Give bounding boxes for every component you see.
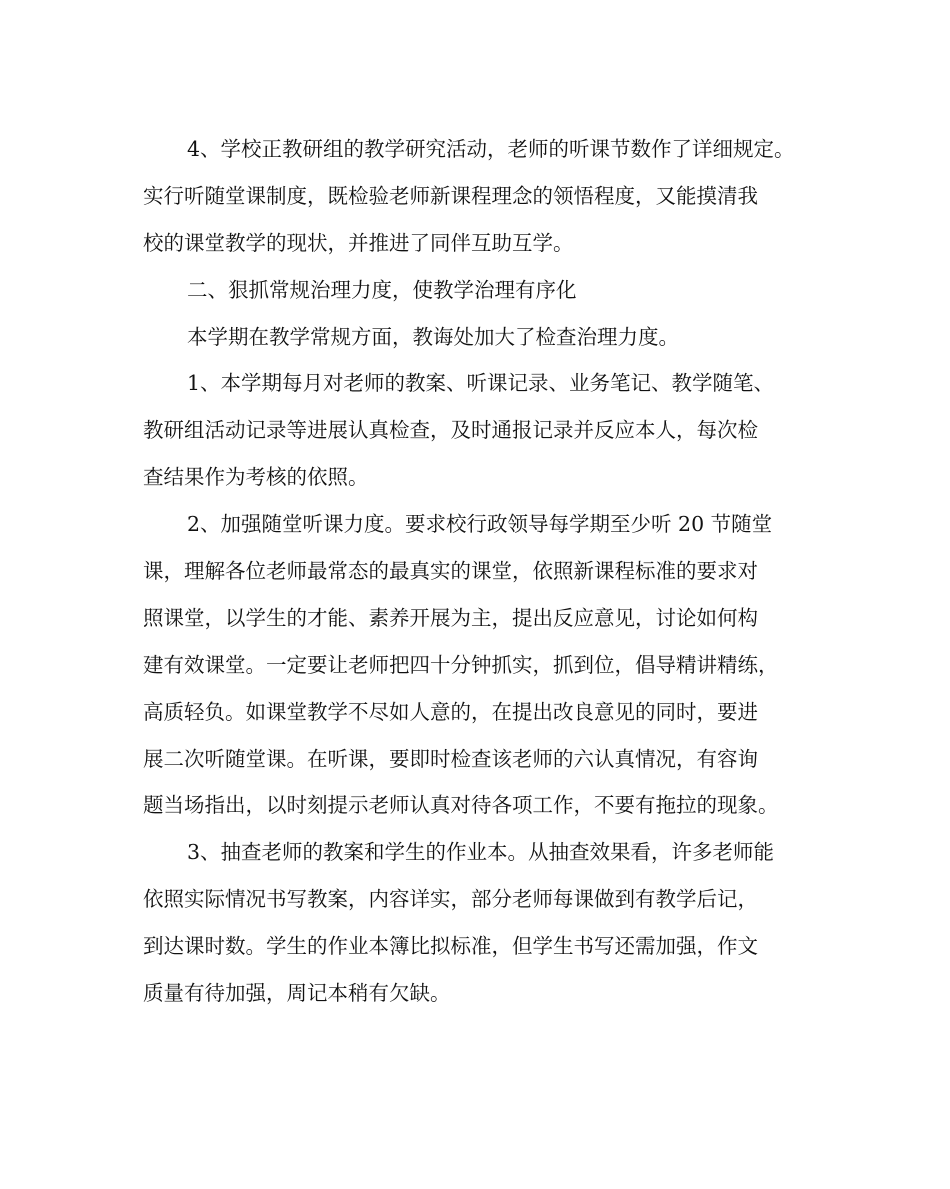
text-line: 查结果作为考核的依照。 — [143, 465, 369, 490]
text-line: 4、学校正教研组的教学研究活动，老师的听课节数作了详细规定。 — [187, 137, 795, 161]
paragraph-item-2 — [143, 501, 823, 829]
heading-line: 二、狠抓常规治理力度，使教学治理有序化 — [187, 277, 577, 302]
text-line: 2、加强随堂听课力度。要求校行政领导每学期至少听 20 节随堂 — [187, 512, 773, 537]
text-line: 3、抽查老师的教案和学生的作业本。从抽查效果看，许多老师能 — [187, 840, 775, 865]
paragraph-1 — [143, 126, 823, 267]
text-line: 题当场指出，以时刻提示老师认真对待各项工作，不要有拖拉的现象。 — [143, 793, 779, 818]
text-line: 高质轻负。如课堂教学不尽如人意的，在提出改良意见的同时，要进 — [143, 699, 758, 724]
text-line: 教研组活动记录等进展认真检查，及时通报记录并反应本人，每次检 — [143, 418, 758, 443]
text-line: 建有效课堂。一定要让老师把四十分钟抓实，抓到位，倡导精讲精练， — [143, 652, 779, 677]
text-line: 质量有待加强，周记本稍有欠缺。 — [143, 981, 451, 1006]
text-line: 校的课堂教学的现状，并推进了同伴互助互学。 — [143, 230, 574, 255]
text-line: 课，理解各位老师最常态的最真实的课堂，依照新课程标准的要求对 — [143, 559, 758, 584]
text-line: 展二次听随堂课。在听课，要即时检查该老师的六认真情况，有容询 — [143, 746, 758, 771]
document-body — [143, 126, 823, 1017]
paragraph-item-1 — [143, 360, 823, 501]
paragraph-item-3 — [143, 829, 823, 1017]
text-line: 照课堂，以学生的才能、素养开展为主，提出反应意见，讨论如何构 — [143, 605, 758, 630]
text-line: 1、本学期每月对老师的教案、听课记录、业务笔记、教学随笔、 — [187, 371, 775, 396]
text-line: 本学期在教学常规方面，教诲处加大了检查治理力度。 — [187, 324, 679, 349]
text-line: 实行听随堂课制度，既检验老师新课程理念的领悟程度，又能摸清我 — [143, 183, 758, 208]
section-heading — [143, 267, 823, 314]
text-line: 依照实际情况书写教案，内容详实，部分老师每课做到有教学后记， — [143, 887, 758, 912]
text-line: 到达课时数。学生的作业本簿比拟标准，但学生书写还需加强，作文 — [143, 934, 758, 959]
paragraph-intro — [143, 314, 823, 361]
